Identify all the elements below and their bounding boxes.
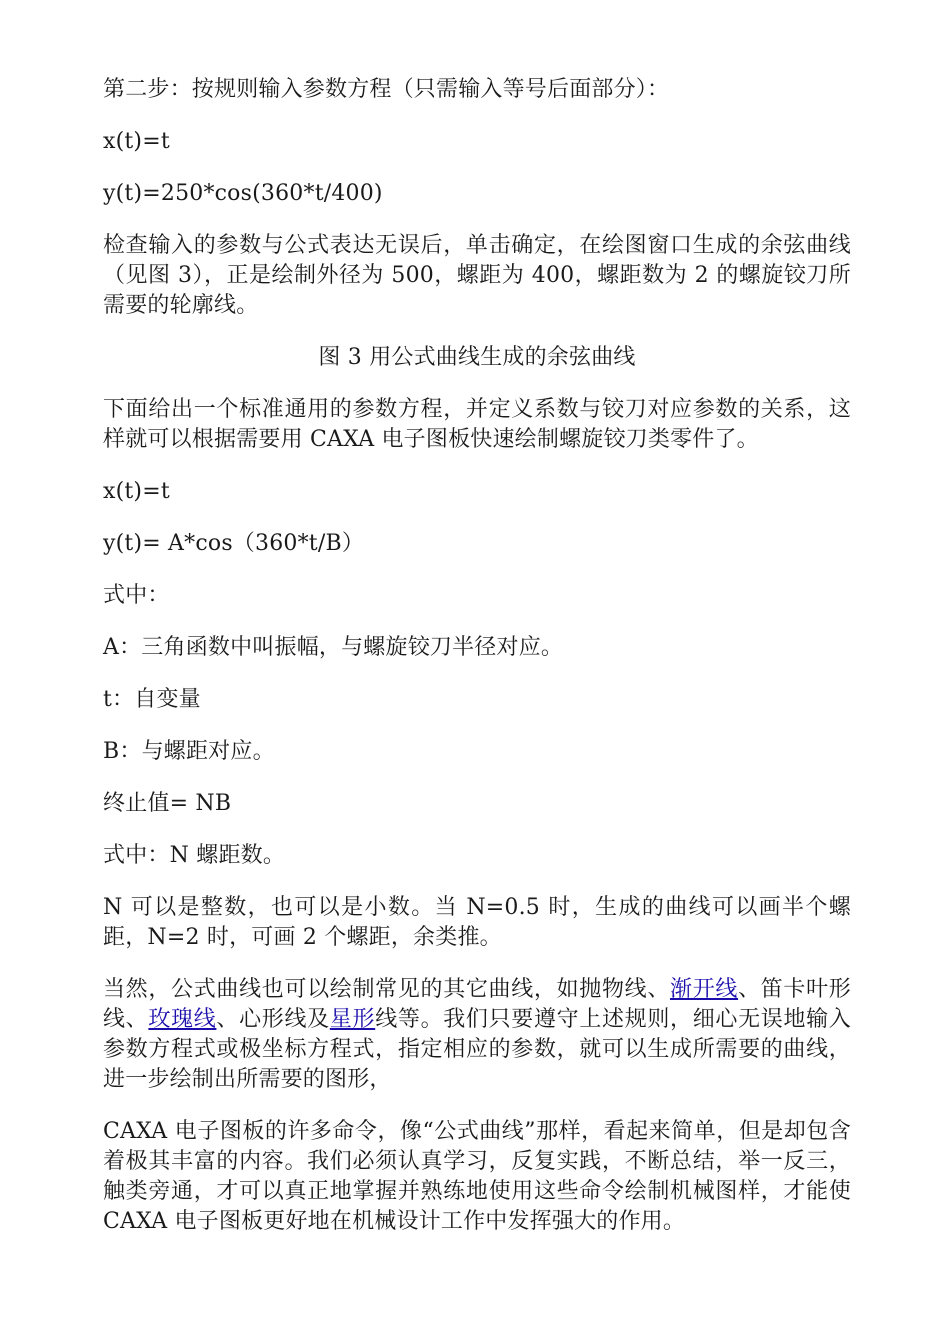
conclusion-paragraph: CAXA 电子图板的许多命令，像“公式曲线”那样，看起来简单，但是却包含着极其丰富的内容。我们必须认真学习，反复实践，不断总结，举一反三，触类旁通，才可以真正地掌握并熟练地使用这些命令绘制机械图样，才能使 CAXA 电子图板更好地在机械设计工作中发挥强大的作用。 bbox=[103, 1119, 851, 1234]
curves-text-2: 、笛卡叶形线、 bbox=[103, 977, 851, 1032]
curves-text-4: 线等。我们只要遵守上述规则，细心无误地输入参数方程式或极坐标方程式，指定相应的参数，就可以生成所需要的曲线，进一步绘制出所需要的图形， bbox=[103, 1007, 852, 1092]
curves-text-3: 、心形线及 bbox=[216, 1007, 330, 1032]
where-label: 式中： bbox=[103, 583, 170, 608]
n-note-paragraph: N 可以是整数，也可以是小数。当 N=0.5 时，生成的曲线可以画半个螺距，N=2 时，可画 2 个螺距，余类推。 bbox=[103, 895, 851, 950]
equation-y: y(t)=250*cos(360*t/400) bbox=[103, 181, 383, 206]
definition-t: t：自变量 bbox=[103, 687, 201, 712]
end-value: 终止值= NB bbox=[103, 791, 232, 816]
involute-link[interactable]: 渐开线 bbox=[670, 977, 739, 1002]
where-n-label: 式中：N 螺距数。 bbox=[103, 843, 286, 868]
star-curve-link[interactable]: 星形 bbox=[329, 1007, 376, 1032]
document-page bbox=[103, 75, 851, 1259]
figure-caption: 图 3 用公式曲线生成的余弦曲线 bbox=[318, 345, 636, 370]
check-paragraph: 检查输入的参数与公式表达无误后，单击确定，在绘图窗口生成的余弦曲线（见图 3），正是绘制外径为 500，螺距为 400，螺距数为 2 的螺旋铰刀所需要的轮廓线。 bbox=[103, 233, 851, 318]
general-equation-paragraph: 下面给出一个标准通用的参数方程，并定义系数与铰刀对应参数的关系，这样就可以根据需要用 CAXA 电子图板快速绘制螺旋铰刀类零件了。 bbox=[103, 397, 851, 452]
definition-a: A：三角函数中叫振幅，与螺旋铰刀半径对应。 bbox=[103, 635, 564, 660]
general-equation-x: x(t)=t bbox=[103, 479, 170, 504]
curves-text-1: 当然，公式曲线也可以绘制常见的其它曲线，如抛物线、 bbox=[103, 977, 671, 1002]
other-curves-paragraph bbox=[103, 975, 851, 1095]
equation-x: x(t)=t bbox=[103, 129, 170, 154]
step2-paragraph: 第二步：按规则输入参数方程（只需输入等号后面部分）： bbox=[103, 77, 670, 102]
general-equation-y: y(t)= A*cos（360*t/B） bbox=[103, 531, 365, 556]
definition-b: B：与螺距对应。 bbox=[103, 739, 275, 764]
rose-curve-link[interactable]: 玫瑰线 bbox=[148, 1007, 217, 1032]
